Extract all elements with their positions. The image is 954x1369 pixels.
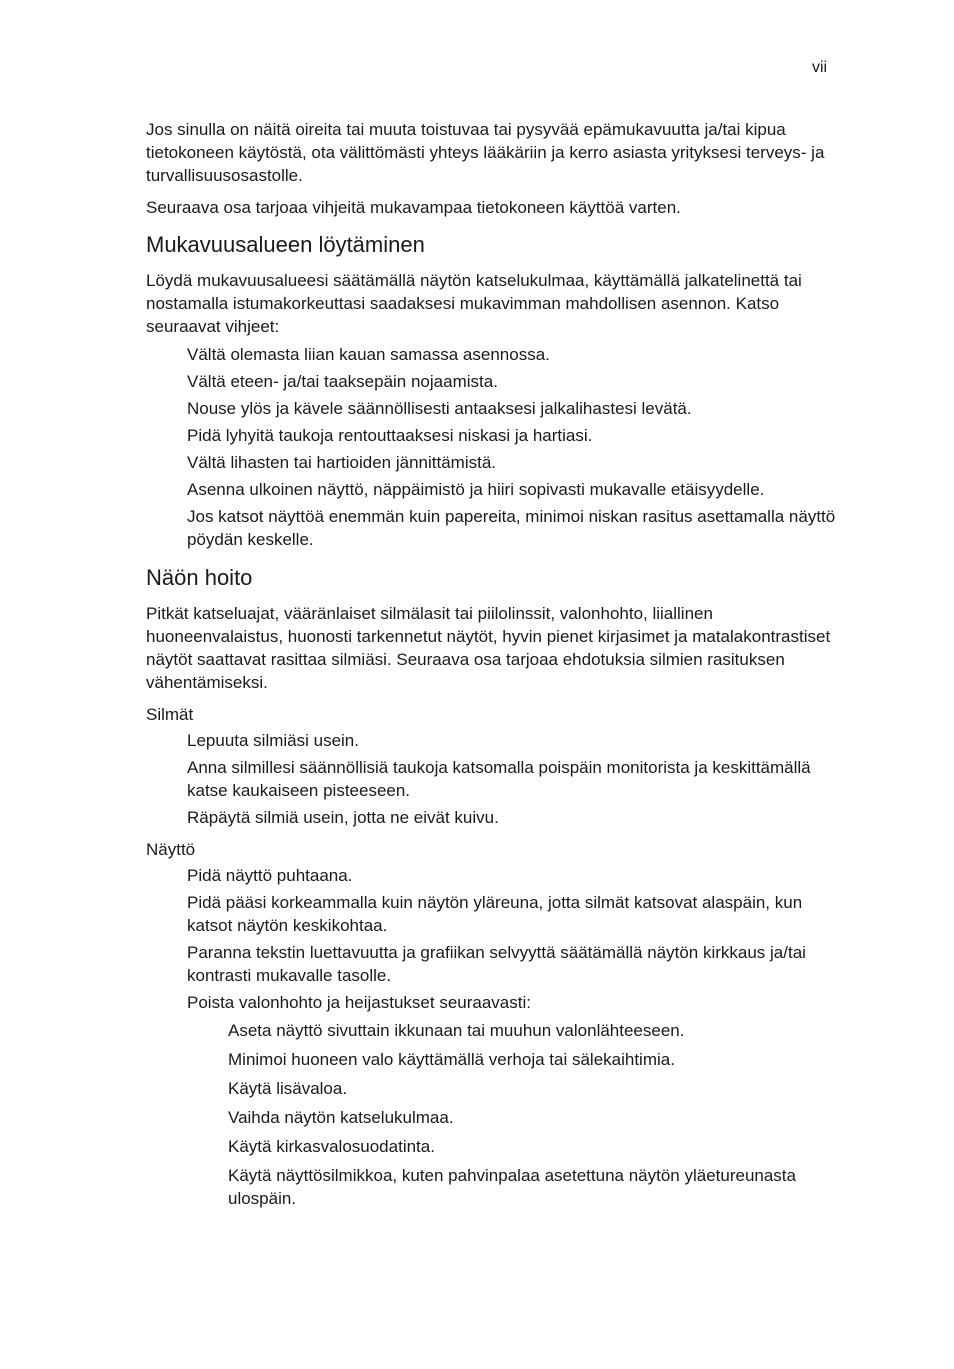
list-item: Pidä lyhyitä taukoja rentouttaaksesi niskasi ja hartiasi. <box>187 426 593 445</box>
list-item: Nouse ylös ja kävele säännöllisesti antaaksesi jalkalihastesi levätä. <box>187 399 692 418</box>
comfort-paragraph: Löydä mukavuusalueesi säätämällä näytön katselukulmaa, käyttämällä jalkatelinettä tai nostamalla istumakorkeuttasi saadaksesi mukavimman mahdollisen asennon. Katso seuraavat vihjeet: <box>146 271 802 336</box>
list-item: Lepuuta silmiäsi usein. <box>187 731 359 750</box>
vision-heading: Näön hoito <box>146 565 253 590</box>
list-item: Anna silmillesi säännöllisiä taukoja katsomalla poispäin monitorista ja keskittämällä katse kaukaiseen pisteeseen. <box>187 758 811 800</box>
comfort-heading: Mukavuusalueen löytäminen <box>146 232 425 257</box>
eyes-list <box>187 729 836 829</box>
list-item: Vältä olemasta liian kauan samassa asennossa. <box>187 345 550 364</box>
list-item: Käytä kirkasvalosuodatinta. <box>228 1137 435 1156</box>
document-body <box>146 118 836 1216</box>
glare-list <box>228 1019 836 1210</box>
list-item: Käytä lisävaloa. <box>228 1079 348 1098</box>
glare-intro: Poista valonhohto ja heijastukset seuraavasti: <box>187 993 531 1012</box>
intro-paragraph-2: Seuraava osa tarjoaa vihjeitä mukavampaa tietokoneen käyttöä varten. <box>146 198 681 217</box>
display-subheading: Näyttö <box>146 840 196 859</box>
vision-section <box>146 564 836 1210</box>
list-item: Vaihda näytön katselukulmaa. <box>228 1108 454 1127</box>
list-item: Pidä näyttö puhtaana. <box>187 866 353 885</box>
intro-paragraph-1: Jos sinulla on näitä oireita tai muuta toistuvaa tai pysyvää epämukavuutta ja/tai kipua tietokoneen käytöstä, ota välittömästi yhteys lääkäriin ja kerro asiasta yrityksesi terveys- ja turvallisuusosastolle. <box>146 120 825 185</box>
page-number: vii <box>812 59 828 76</box>
list-item: Vältä lihasten tai hartioiden jännittämistä. <box>187 453 497 472</box>
list-item: Jos katsot näyttöä enemmän kuin papereita, minimoi niskan rasitus asettamalla näyttö pöydän keskelle. <box>187 507 836 549</box>
list-item: Paranna tekstin luettavuutta ja grafiikan selvyyttä säätämällä näytön kirkkaus ja/tai kontrasti mukavalle tasolle. <box>187 943 806 985</box>
comfort-section <box>146 231 836 551</box>
comfort-list <box>187 343 836 551</box>
vision-paragraph: Pitkät katseluajat, vääränlaiset silmälasit tai piilolinssit, valonhohto, liiallinen huoneenvalaistus, huonosti tarkennetut näytöt, hyvin pienet kirjasimet ja matalakontrastiset näytöt saattavat rasittaa silmiäsi. Seuraava osa tarjoaa ehdotuksia silmien rasituksen vähentämiseksi. <box>146 604 831 692</box>
list-item: Minimoi huoneen valo käyttämällä verhoja tai sälekaihtimia. <box>228 1050 675 1069</box>
list-item: Räpäytä silmiä usein, jotta ne eivät kuivu. <box>187 808 499 827</box>
list-item: Vältä eteen- ja/tai taaksepäin nojaamista. <box>187 372 498 391</box>
list-item: Aseta näyttö sivuttain ikkunaan tai muuhun valonlähteeseen. <box>228 1021 685 1040</box>
list-item: Asenna ulkoinen näyttö, näppäimistö ja hiiri sopivasti mukavalle etäisyydelle. <box>187 480 765 499</box>
list-item: Käytä näyttösilmikkoa, kuten pahvinpalaa asetettuna näytön yläetureunasta ulospäin. <box>228 1166 796 1208</box>
display-list <box>187 864 836 1210</box>
list-item: Pidä pääsi korkeammalla kuin näytön yläreuna, jotta silmät katsovat alaspäin, kun katsot näytön keskikohtaa. <box>187 893 803 935</box>
eyes-subheading: Silmät <box>146 705 194 724</box>
list-item <box>187 991 836 1210</box>
